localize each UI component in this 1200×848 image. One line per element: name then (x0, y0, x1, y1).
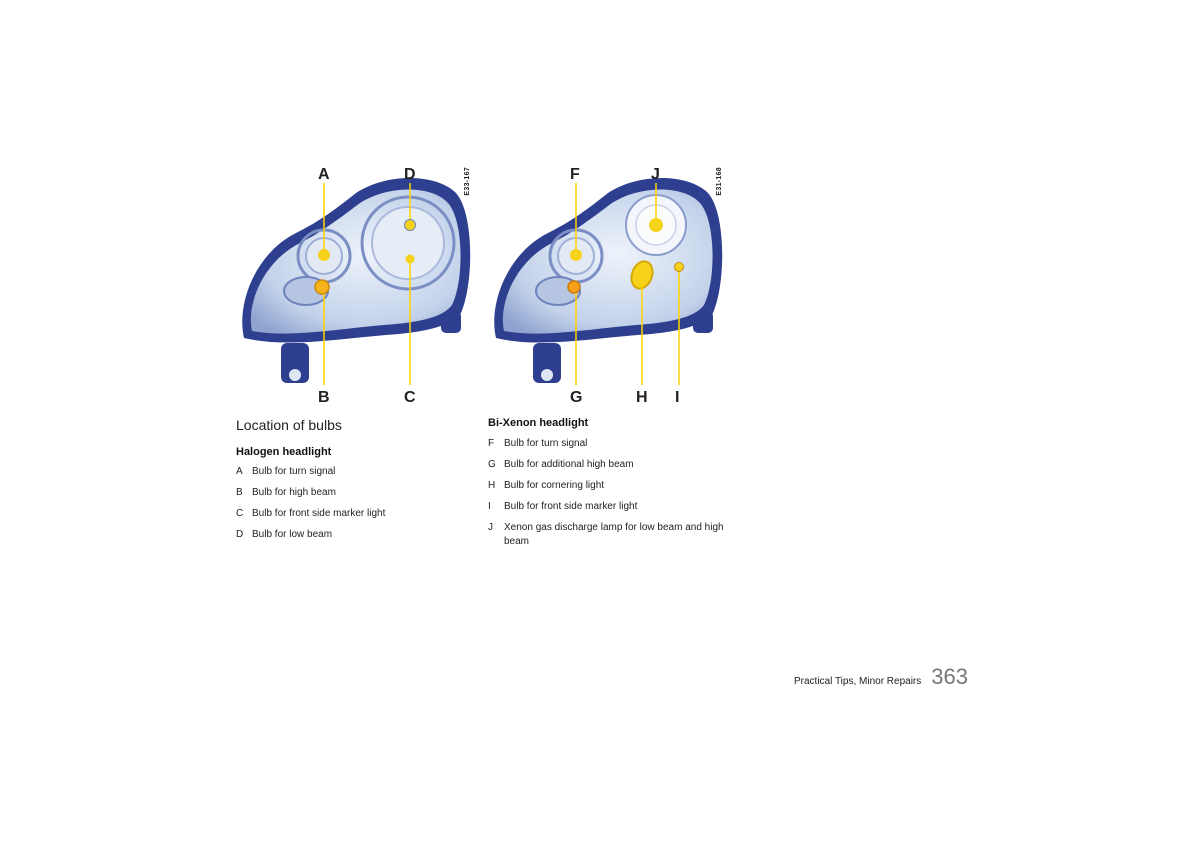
list-item: I Bulb for front side marker light (488, 501, 638, 512)
list-item: D Bulb for low beam (236, 529, 333, 540)
bulb-j (649, 218, 663, 232)
label-c: C (404, 389, 416, 403)
bulb-g (568, 281, 580, 293)
label-j: J (651, 166, 660, 183)
page-footer (794, 664, 968, 690)
bulb-a (318, 249, 330, 261)
list-item: C Bulb for front side marker light (236, 508, 386, 519)
label-g: G (570, 389, 583, 403)
footer-section-title: Practical Tips, Minor Repairs (794, 676, 922, 687)
list-item: J Xenon gas discharge lamp for low beam and high beam (488, 522, 724, 547)
label-d: D (404, 166, 416, 183)
bixenon-headlight-figure (488, 163, 728, 403)
bulb-c (406, 255, 415, 264)
page-number: 363 (931, 664, 968, 689)
bulb-i (675, 263, 684, 272)
list-item: G Bulb for additional high beam (488, 459, 634, 470)
figure-code: E33-167 (464, 167, 471, 196)
mount-hole (289, 369, 301, 381)
figure-code: E31-168 (716, 167, 723, 196)
bulb-b (315, 280, 329, 294)
label-b: B (318, 389, 330, 403)
bixenon-title: Bi-Xenon headlight (488, 417, 589, 429)
bixenon-bulb-list (488, 437, 724, 556)
section-heading: Location of bulbs (236, 417, 342, 433)
list-item: F Bulb for turn signal (488, 438, 588, 449)
halogen-bulb-list (236, 465, 472, 549)
label-h: H (636, 389, 648, 403)
halogen-title: Halogen headlight (236, 446, 332, 458)
bulb-d (405, 220, 416, 231)
label-a: A (318, 166, 330, 183)
label-f: F (570, 166, 580, 183)
list-item: B Bulb for high beam (236, 487, 336, 498)
halogen-headlight-figure (236, 163, 476, 403)
label-i: I (675, 389, 680, 403)
list-item: H Bulb for cornering light (488, 480, 605, 491)
mount-hole (541, 369, 553, 381)
list-item: A Bulb for turn signal (236, 466, 336, 477)
bulb-f (570, 249, 582, 261)
